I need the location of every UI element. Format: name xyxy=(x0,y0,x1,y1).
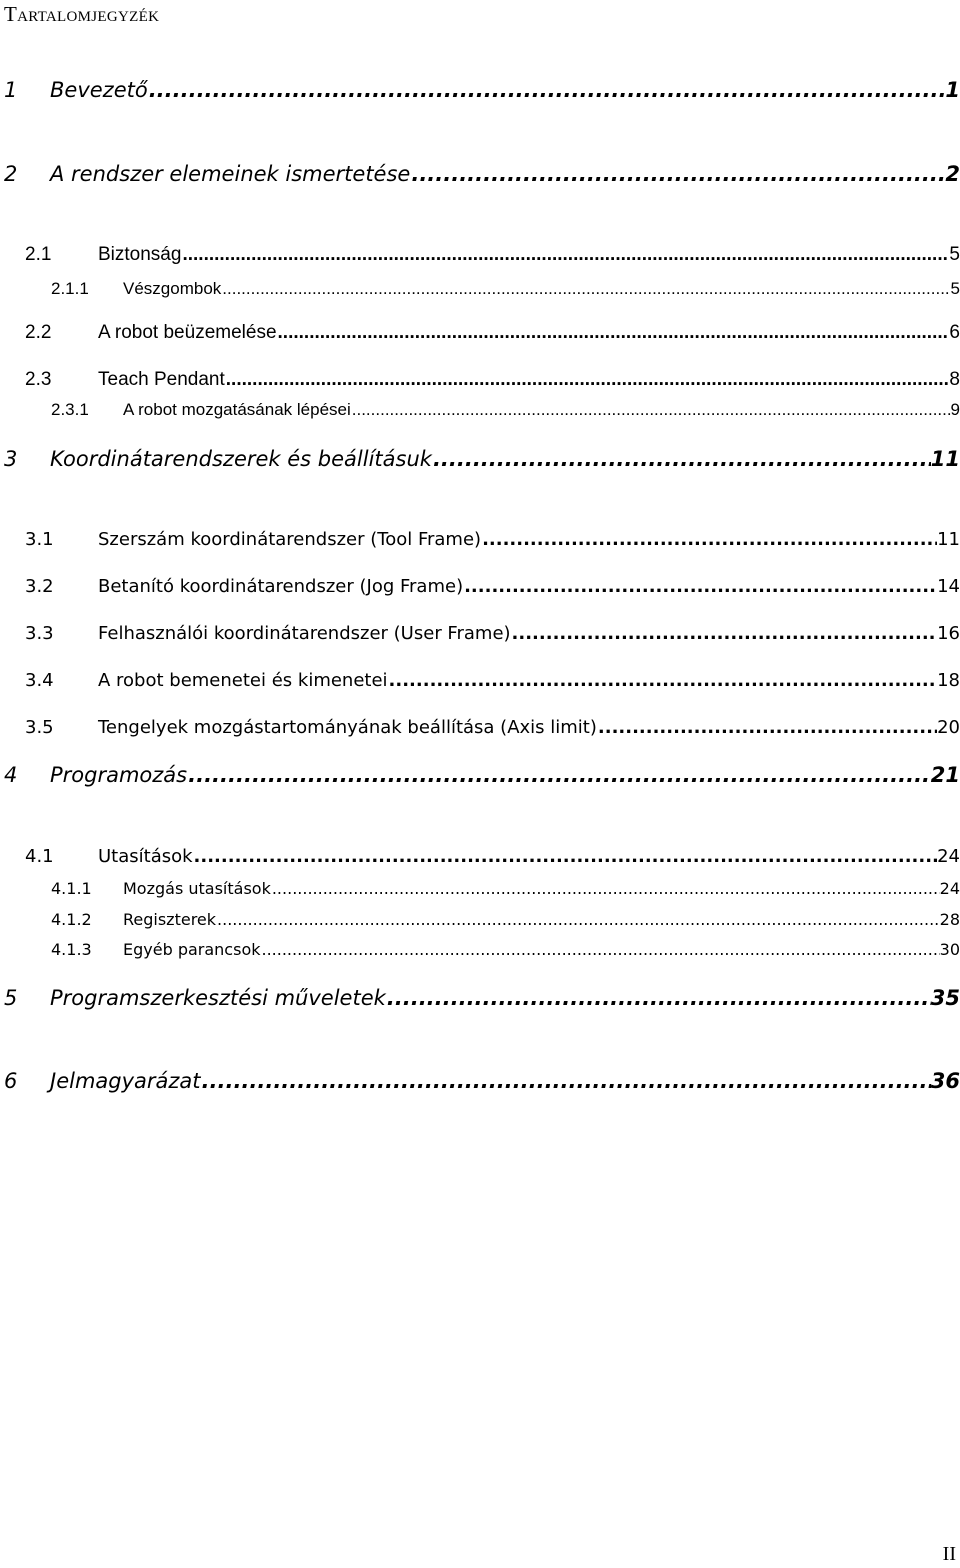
toc-entry-page: 11 xyxy=(937,529,960,550)
toc-entry-label: Mozgás utasítások xyxy=(123,879,271,898)
dot-leader xyxy=(597,719,937,737)
toc-entry-number: 3.3 xyxy=(25,623,54,644)
toc-entry-3-3[interactable] xyxy=(25,625,960,643)
toc-entry-label: Betanító koordinátarendszer (Jog Frame) xyxy=(98,576,464,597)
dot-leader xyxy=(463,578,937,596)
toc-entry-label: Utasítások xyxy=(98,846,193,867)
toc-entry-3[interactable] xyxy=(4,449,960,470)
toc-entry-page: 24 xyxy=(939,879,960,898)
toc-entry-2[interactable] xyxy=(4,164,960,185)
toc-entry-page: 11 xyxy=(930,447,960,471)
dot-leader xyxy=(386,988,931,1009)
toc-heading: Tartalomjegyzék xyxy=(4,2,160,26)
toc-entry-label: Jelmagyarázat xyxy=(50,1069,201,1093)
toc-entry-1[interactable] xyxy=(4,80,960,101)
toc-entry-label: Tengelyek mozgástartományának beállítása (Axis limit) xyxy=(98,717,597,738)
toc-entry-number: 3.1 xyxy=(25,529,54,550)
toc-entry-2-1[interactable] xyxy=(25,245,960,264)
toc-entry-number: 4.1 xyxy=(25,846,54,867)
toc-entry-number: 3.5 xyxy=(25,717,54,738)
toc-entry-label: Regiszterek xyxy=(123,910,217,929)
toc-entry-page: 14 xyxy=(937,576,960,597)
toc-entry-number: 2 xyxy=(4,162,18,186)
dot-leader xyxy=(410,164,945,185)
toc-entry-number: 2.3 xyxy=(25,369,52,390)
dot-leader xyxy=(148,80,946,101)
toc-entry-number: 3.2 xyxy=(25,576,54,597)
toc-entry-4-1-2[interactable] xyxy=(51,912,960,928)
dot-leader xyxy=(511,625,938,643)
dot-leader xyxy=(351,401,951,418)
toc-entry-number: 2.1.1 xyxy=(51,279,89,298)
toc-entry-6[interactable] xyxy=(4,1071,960,1092)
dot-leader xyxy=(388,672,938,690)
toc-entry-number: 3.4 xyxy=(25,670,54,691)
toc-entry-page: 5 xyxy=(950,279,960,298)
toc-entry-number: 1 xyxy=(4,78,18,102)
dot-leader xyxy=(187,765,931,786)
toc-entry-5[interactable] xyxy=(4,988,960,1009)
dot-leader xyxy=(225,370,950,389)
toc-entry-2-3[interactable] xyxy=(25,370,960,389)
dot-leader xyxy=(181,245,949,264)
page-number: II xyxy=(942,1543,956,1565)
toc-entry-number: 4.1.3 xyxy=(51,940,92,959)
toc-entry-number: 2.1 xyxy=(25,244,52,265)
toc-entry-label: Egyéb parancsok xyxy=(123,940,261,959)
toc-entry-3-5[interactable] xyxy=(25,719,960,737)
toc-entry-label: Programozás xyxy=(50,763,188,787)
toc-entry-2-3-1[interactable] xyxy=(51,401,960,418)
toc-entry-page: 18 xyxy=(937,670,960,691)
toc-entry-page: 8 xyxy=(949,369,960,390)
toc-entry-label: Bevezető xyxy=(50,78,148,102)
dot-leader xyxy=(481,531,937,549)
toc-entry-label: Szerszám koordinátarendszer (Tool Frame) xyxy=(98,529,482,550)
toc-entry-page: 35 xyxy=(930,986,960,1010)
toc-entry-page: 9 xyxy=(950,400,960,419)
toc-entry-number: 5 xyxy=(4,986,18,1010)
dot-leader xyxy=(261,942,940,958)
toc-entry-page: 1 xyxy=(945,78,960,102)
toc-entry-3-2[interactable] xyxy=(25,578,960,596)
toc-entry-label: A robot mozgatásának lépései xyxy=(123,400,351,419)
dot-leader xyxy=(221,280,950,297)
toc-entry-label: Programszerkesztési műveletek xyxy=(50,986,386,1010)
toc-entry-3-4[interactable] xyxy=(25,672,960,690)
dot-leader xyxy=(271,881,940,897)
toc-entry-number: 4.1.1 xyxy=(51,879,92,898)
toc-entry-2-1-1[interactable] xyxy=(51,280,960,297)
toc-entry-number: 4 xyxy=(4,763,18,787)
dot-leader xyxy=(193,848,938,866)
toc-entry-page: 24 xyxy=(937,846,960,867)
toc-entry-number: 6 xyxy=(4,1069,18,1093)
toc-entry-4-1-1[interactable] xyxy=(51,881,960,897)
toc-entry-label: Vészgombok xyxy=(123,279,222,298)
toc-entry-page: 36 xyxy=(930,1069,960,1093)
toc-entry-label: Biztonság xyxy=(98,244,182,265)
toc-entry-2-2[interactable] xyxy=(25,323,960,342)
toc-entry-label: A robot bemenetei és kimenetei xyxy=(98,670,388,691)
toc-entry-label: A rendszer elemeinek ismertetése xyxy=(50,162,411,186)
toc-entry-number: 3 xyxy=(4,447,18,471)
toc-entry-label: A robot beüzemelése xyxy=(98,322,277,343)
toc-entry-label: Koordinátarendszerek és beállításuk xyxy=(50,447,432,471)
toc-entry-page: 21 xyxy=(930,763,960,787)
toc-entry-number: 4.1.2 xyxy=(51,910,92,929)
toc-entry-page: 20 xyxy=(937,717,960,738)
toc-entry-page: 30 xyxy=(939,940,960,959)
toc-entry-4-1-3[interactable] xyxy=(51,942,960,958)
dot-leader xyxy=(277,323,950,342)
toc-entry-page: 16 xyxy=(937,623,960,644)
toc-entry-4-1[interactable] xyxy=(25,848,960,866)
toc-entry-page: 6 xyxy=(949,322,960,343)
toc-entry-number: 2.2 xyxy=(25,322,52,343)
toc-entry-4[interactable] xyxy=(4,765,960,786)
dot-leader xyxy=(216,912,940,928)
toc-entry-page: 2 xyxy=(945,162,960,186)
dot-leader xyxy=(201,1071,931,1092)
toc-entry-label: Felhasználói koordinátarendszer (User Frame) xyxy=(98,623,511,644)
dot-leader xyxy=(432,449,931,470)
toc-entry-3-1[interactable] xyxy=(25,531,960,549)
toc-entry-label: Teach Pendant xyxy=(98,369,225,390)
toc-entry-page: 5 xyxy=(949,244,960,265)
toc-entry-page: 28 xyxy=(939,910,960,929)
toc-entry-number: 2.3.1 xyxy=(51,400,89,419)
